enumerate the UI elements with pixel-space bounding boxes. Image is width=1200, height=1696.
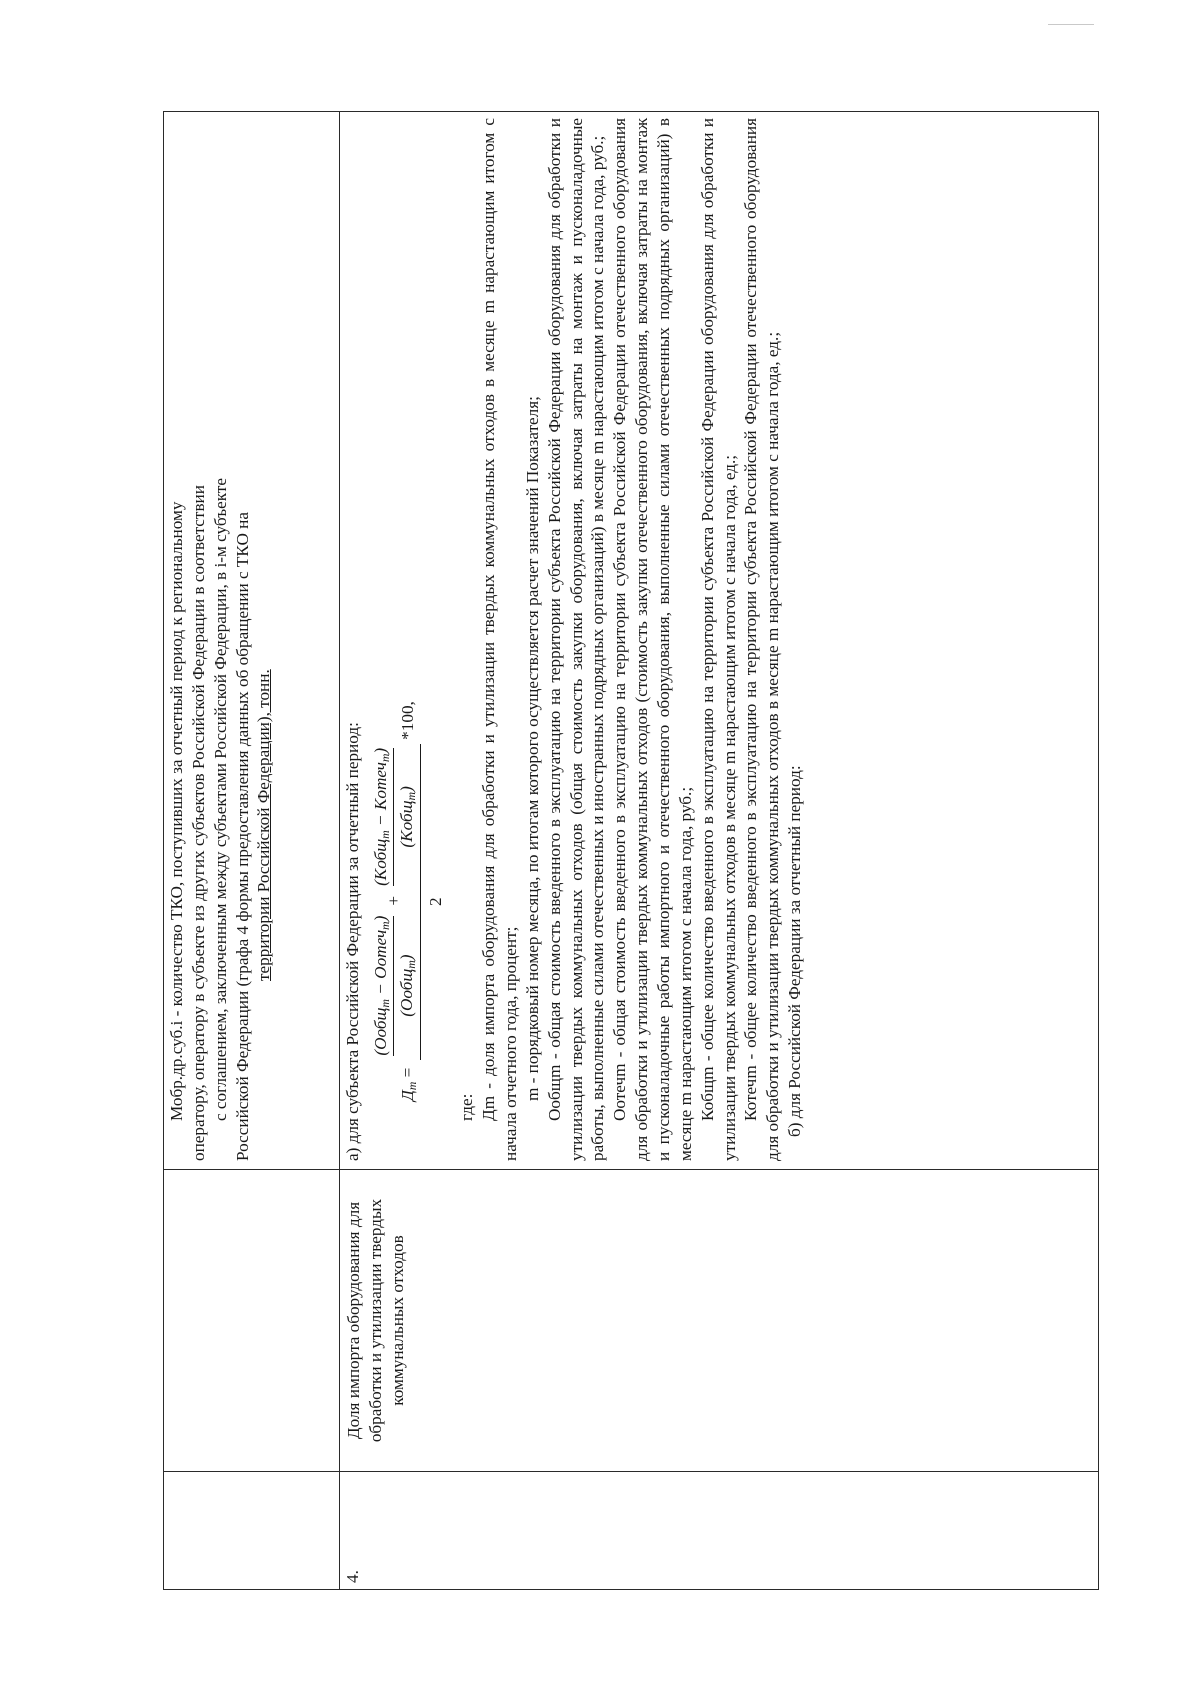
indicators-table (163, 111, 1099, 1590)
mobr-line-1: Мобр.др.суб.i - количество ТКО, поступивших за отчетный период к региональному (167, 501, 186, 1121)
def-domestic-cost: Оотечm - общая стоимость введенного в эксплуатацию на территории субъекта Российской Федерации отечественного оборудования для обработки и утилизации твердых коммунальных отходов (стоимость закупки отечественного оборудования, включая затраты на монтаж и пусконаладочные работы импортного и отечественного оборудования, выполненные силами отечественных подрядных организаций) в месяце m нарастающим итогом с начала года, руб.; (610, 118, 695, 1161)
where-label: где: (457, 1093, 477, 1121)
mobr-definition (166, 118, 275, 1161)
formula-count-ratio: (Kобщ$_m$ − Kотеч$_m$) (Kобщ$_m$) (370, 747, 418, 886)
share-formula (370, 118, 447, 1101)
def-total-cost: Оoбщm - общая стоимость введенного в эксплуатацию на территории субъекта Российской Федерации оборудования для обработки и утилизации твердых коммунальных отходов (общая стоимость закупки оборудования, включая затраты на монтаж и пусконаладочные работы, выполненные силами отечественных и иностранных подрядных организаций) в месяце m нарастающим итогом с начала года, руб.; (544, 118, 608, 1161)
rotated-table-wrapper (163, 112, 1099, 1590)
subtitle-region: а) для субъекта Российской Федерации за отчетный период: (343, 722, 362, 1161)
mobr-line-5: территории Российской Федерации), тонн. (254, 669, 274, 981)
prev-text-cell (164, 112, 340, 1170)
def-share: Дm - доля импорта оборудования для обработки и утилизации твердых коммунальных отходов в месяце m нарастающим итогом с начала отчетного года, процент; (479, 118, 521, 1161)
table-row-4 (340, 112, 1099, 1590)
formula-numerator (370, 744, 418, 1060)
formula-tail: *100, (398, 701, 418, 740)
mobr-line-3: с соглашением, заключенным между субъектами Российской Федерации, в i-м субъекте (210, 478, 230, 1121)
formula-main-bar (420, 744, 421, 1060)
prev-number-cell (164, 1472, 340, 1590)
table-row-previous (164, 112, 340, 1590)
indicator-method (340, 112, 1099, 1170)
scan-mark (1048, 24, 1094, 25)
formula-cost-ratio: (Oобщ$_m$ − Oотеч$_m$) (Oобщ$_m$) (370, 915, 418, 1056)
prev-name-cell (164, 1170, 340, 1472)
subtitle-federation: б) для Российской Федерации за отчетный период: (785, 765, 805, 1137)
mobr-line-2: оператору, оператору в субъекте из других субъектов Российской Федерации в соответствии (188, 485, 208, 1161)
formula-main-fraction (370, 744, 447, 1060)
def-total-count: Кобщm - общее количество введенного в эксплуатацию на территории субъекта Российской Федерации оборудования для обработки и утилизации твердых коммунальных отходов в месяце m нарастающим итогом с начала года, ед.; (697, 118, 739, 1161)
indicator-name: Доля импорта оборудования для обработки и утилизации твердых коммунальных отходов (340, 1170, 1099, 1472)
row-number: 4. (340, 1472, 1099, 1590)
formula-denominator: 2 (425, 897, 445, 907)
def-domestic-count: Котечm - общее количество введенного в эксплуатацию на территории субъекта Российской Федерации отечественного оборудования для обработки и утилизации твердых коммунальных отходов в месяце m нарастающим итогом с начала года, ед.; (741, 118, 783, 1161)
def-month: m - порядковый номер месяца, по итогам которого осуществляется расчет значений Показателя; (522, 396, 542, 1101)
formula-lhs: $Д_m$ = (398, 1067, 420, 1101)
mobr-line-4: Российской Федерации (графа 4 формы предоставления данных об обращении с ТКО на (232, 512, 252, 1161)
formula-plus: + (383, 895, 403, 906)
